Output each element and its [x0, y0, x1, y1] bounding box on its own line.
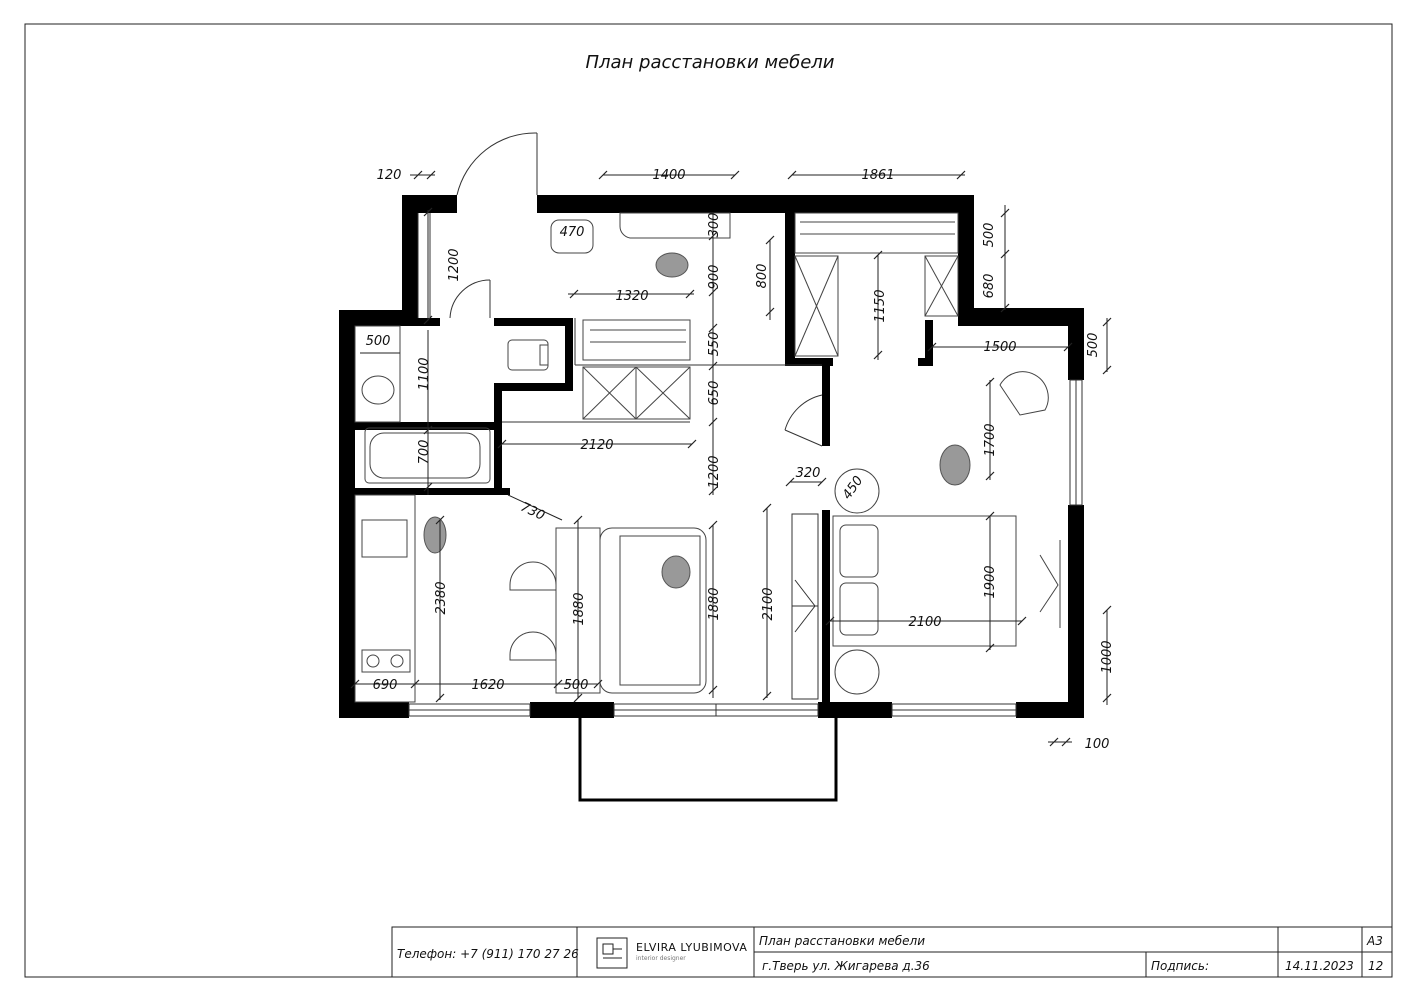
logo-subtitle: interior designer [636, 955, 686, 962]
dim-1500: 1500 [983, 340, 1017, 355]
dim-320: 320 [795, 466, 821, 481]
sofa [600, 528, 706, 693]
kitchen-counter [355, 495, 415, 702]
kitchen-sink [362, 520, 407, 557]
dim-800: 800 [755, 263, 770, 289]
dim-500-bath: 500 [365, 334, 391, 349]
dim-730: 730 [518, 499, 547, 524]
dim-1880-table: 1880 [572, 592, 587, 626]
dim-1900: 1900 [983, 565, 998, 599]
dim-300: 300 [707, 212, 722, 238]
bedroom-armchair [1000, 372, 1048, 415]
dining-chair-2 [510, 632, 556, 660]
dim-2120: 2120 [580, 438, 614, 453]
dim-2380: 2380 [434, 581, 449, 615]
dim-500-dining: 500 [563, 678, 589, 693]
sheet-frame [25, 24, 1392, 977]
person-1 [656, 253, 688, 277]
sheet-title: План расстановки мебели [759, 934, 926, 948]
dim-100: 100 [1084, 737, 1110, 752]
dim-1700: 1700 [983, 423, 998, 457]
person-4 [940, 445, 970, 485]
dim-470: 470 [559, 225, 585, 240]
dim-1200-hall: 1200 [447, 248, 462, 282]
dim-1150: 1150 [873, 289, 888, 323]
phone: Телефон: +7 (911) 170 27 26 [397, 947, 579, 961]
signature-label: Подпись: [1151, 959, 1210, 973]
dimension-ticks [351, 171, 1111, 746]
dim-1100: 1100 [417, 357, 432, 391]
dim-1620: 1620 [471, 678, 505, 693]
shelf-unit [583, 320, 690, 360]
dim-1200-living: 1200 [707, 455, 722, 489]
dim-1000: 1000 [1100, 640, 1115, 674]
date: 14.11.2023 [1285, 959, 1354, 973]
dimension-lines [355, 175, 1107, 742]
dim-900: 900 [707, 264, 722, 290]
sheet-number: 12 [1368, 959, 1384, 973]
dim-1880-sofa: 1880 [707, 587, 722, 621]
dim-500-closet: 500 [982, 222, 997, 248]
logo-name: ELVIRA LYUBIMOVA [636, 941, 748, 954]
paper-format: А3 [1367, 934, 1383, 948]
dim-1320: 1320 [615, 289, 649, 304]
people [424, 253, 970, 588]
dim-2100-wardrobe: 2100 [761, 587, 776, 621]
drawing-title: План расстановки мебели [585, 52, 835, 73]
bedroom-pouf [835, 650, 879, 694]
closet-wardrobe [795, 213, 958, 356]
dining-chair-1 [510, 562, 556, 590]
title-block-text [397, 934, 1383, 973]
dim-680: 680 [982, 273, 997, 299]
dim-690: 690 [372, 678, 398, 693]
dim-650: 650 [707, 380, 722, 406]
dim-1400: 1400 [652, 168, 686, 183]
windows [409, 380, 1082, 716]
dim-700: 700 [417, 439, 432, 465]
dim-550: 550 [707, 331, 722, 357]
address: г.Тверь ул. Жигарева д.36 [762, 959, 930, 973]
person-2 [424, 517, 446, 553]
dim-450: 450 [839, 473, 867, 503]
logo-mark-icon [597, 938, 627, 968]
balcony [580, 718, 836, 800]
dim-500-right: 500 [1086, 332, 1101, 358]
dim-2100-bed: 2100 [908, 615, 942, 630]
person-3 [662, 556, 690, 588]
dim-120: 120 [376, 168, 402, 183]
dim-1861: 1861 [861, 168, 895, 183]
